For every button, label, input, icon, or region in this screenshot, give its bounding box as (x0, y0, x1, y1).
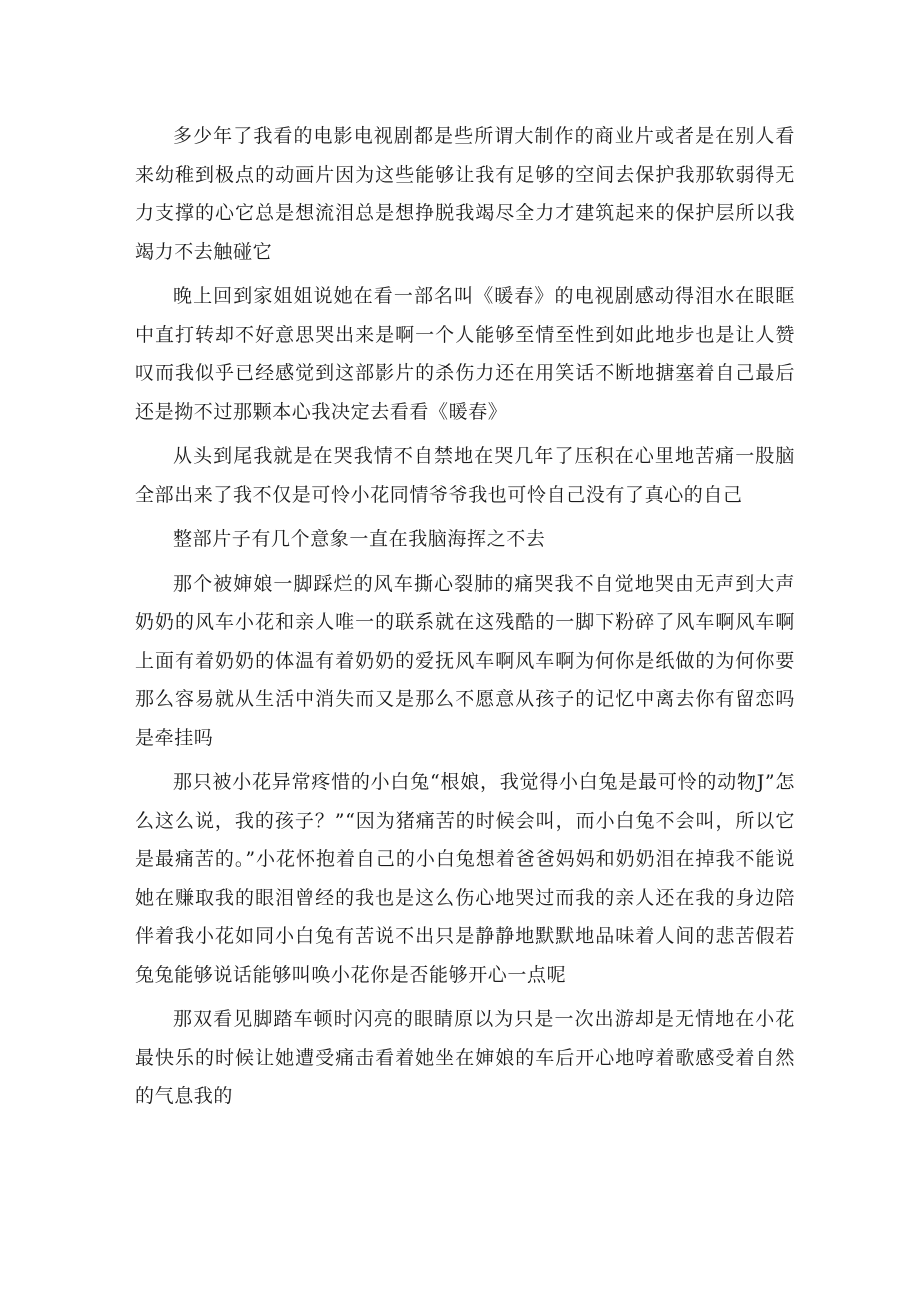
paragraph-7: 那双看见脚踏车顿时闪亮的眼睛原以为只是一次出游却是无情地在小花最快乐的时候让她遭受痛击看着她坐在婶娘的车后开心地哼着歌感受着自然的气息我的 (135, 1008, 795, 1107)
paragraph-3: 从头到尾我就是在哭我情不自禁地在哭几年了压积在心里地苦痛一股脑全部出来了我不仅是可怜小花同情爷爷我也可怜自己没有了真心的自己 (135, 445, 795, 506)
paragraph-1: 多少年了我看的电影电视剧都是些所谓大制作的商业片或者是在别人看来幼稚到极点的动画片因为这些能够让我有足够的空间去保护我那软弱得无力支撑的心它总是想流泪总是想挣脱我竭尽全力才建筑起来的保护层所以我竭力不去触碰它 (135, 125, 795, 263)
paragraph-6: 那只被小花异常疼惜的小白兔“根娘，我觉得小白兔是最可怜的动物J”怎么这么说，我的孩子？”“因为猪痛苦的时候会叫，而小白兔不会叫，所以它是最痛苦的。”小花怀抱着自己的小白兔想着爸爸妈妈和奶奶泪在掉我不能说她在赚取我的眼泪曾经的我也是这么伤心地哭过而我的亲人还在我的身边陪伴着我小花如同小白兔有苦说不出只是静静地默默地品味着人间的悲苦假若兔兔能够说话能够叫唤小花你是否能够开心一点呢 (135, 771, 795, 986)
paragraph-2: 晚上回到家姐姐说她在看一部名叫《暖春》的电视剧感动得泪水在眼眶中直打转却不好意思哭出来是啊一个人能够至情至性到如此地步也是让人赞叹而我似乎已经感觉到这部影片的杀伤力还在用笑话不断地搪塞着自己最后还是拗不过那颗本心我决定去看看《暖春》 (135, 285, 795, 423)
document-body (135, 117, 795, 1116)
paragraph-4: 整部片子有几个意象一直在我脑海挥之不去 (173, 528, 546, 550)
paragraph-5: 那个被婶娘一脚踩烂的风车撕心裂肺的痛哭我不自觉地哭由无声到大声奶奶的风车小花和亲人唯一的联系就在这残酷的一脚下粉碎了风车啊风车啊上面有着奶奶的体温有着奶奶的爱抚风车啊风车啊为何你是纸做的为何你要那么容易就从生活中消失而又是那么不愿意从孩子的记忆中离去你有留恋吗是牵挂吗 (135, 572, 795, 749)
